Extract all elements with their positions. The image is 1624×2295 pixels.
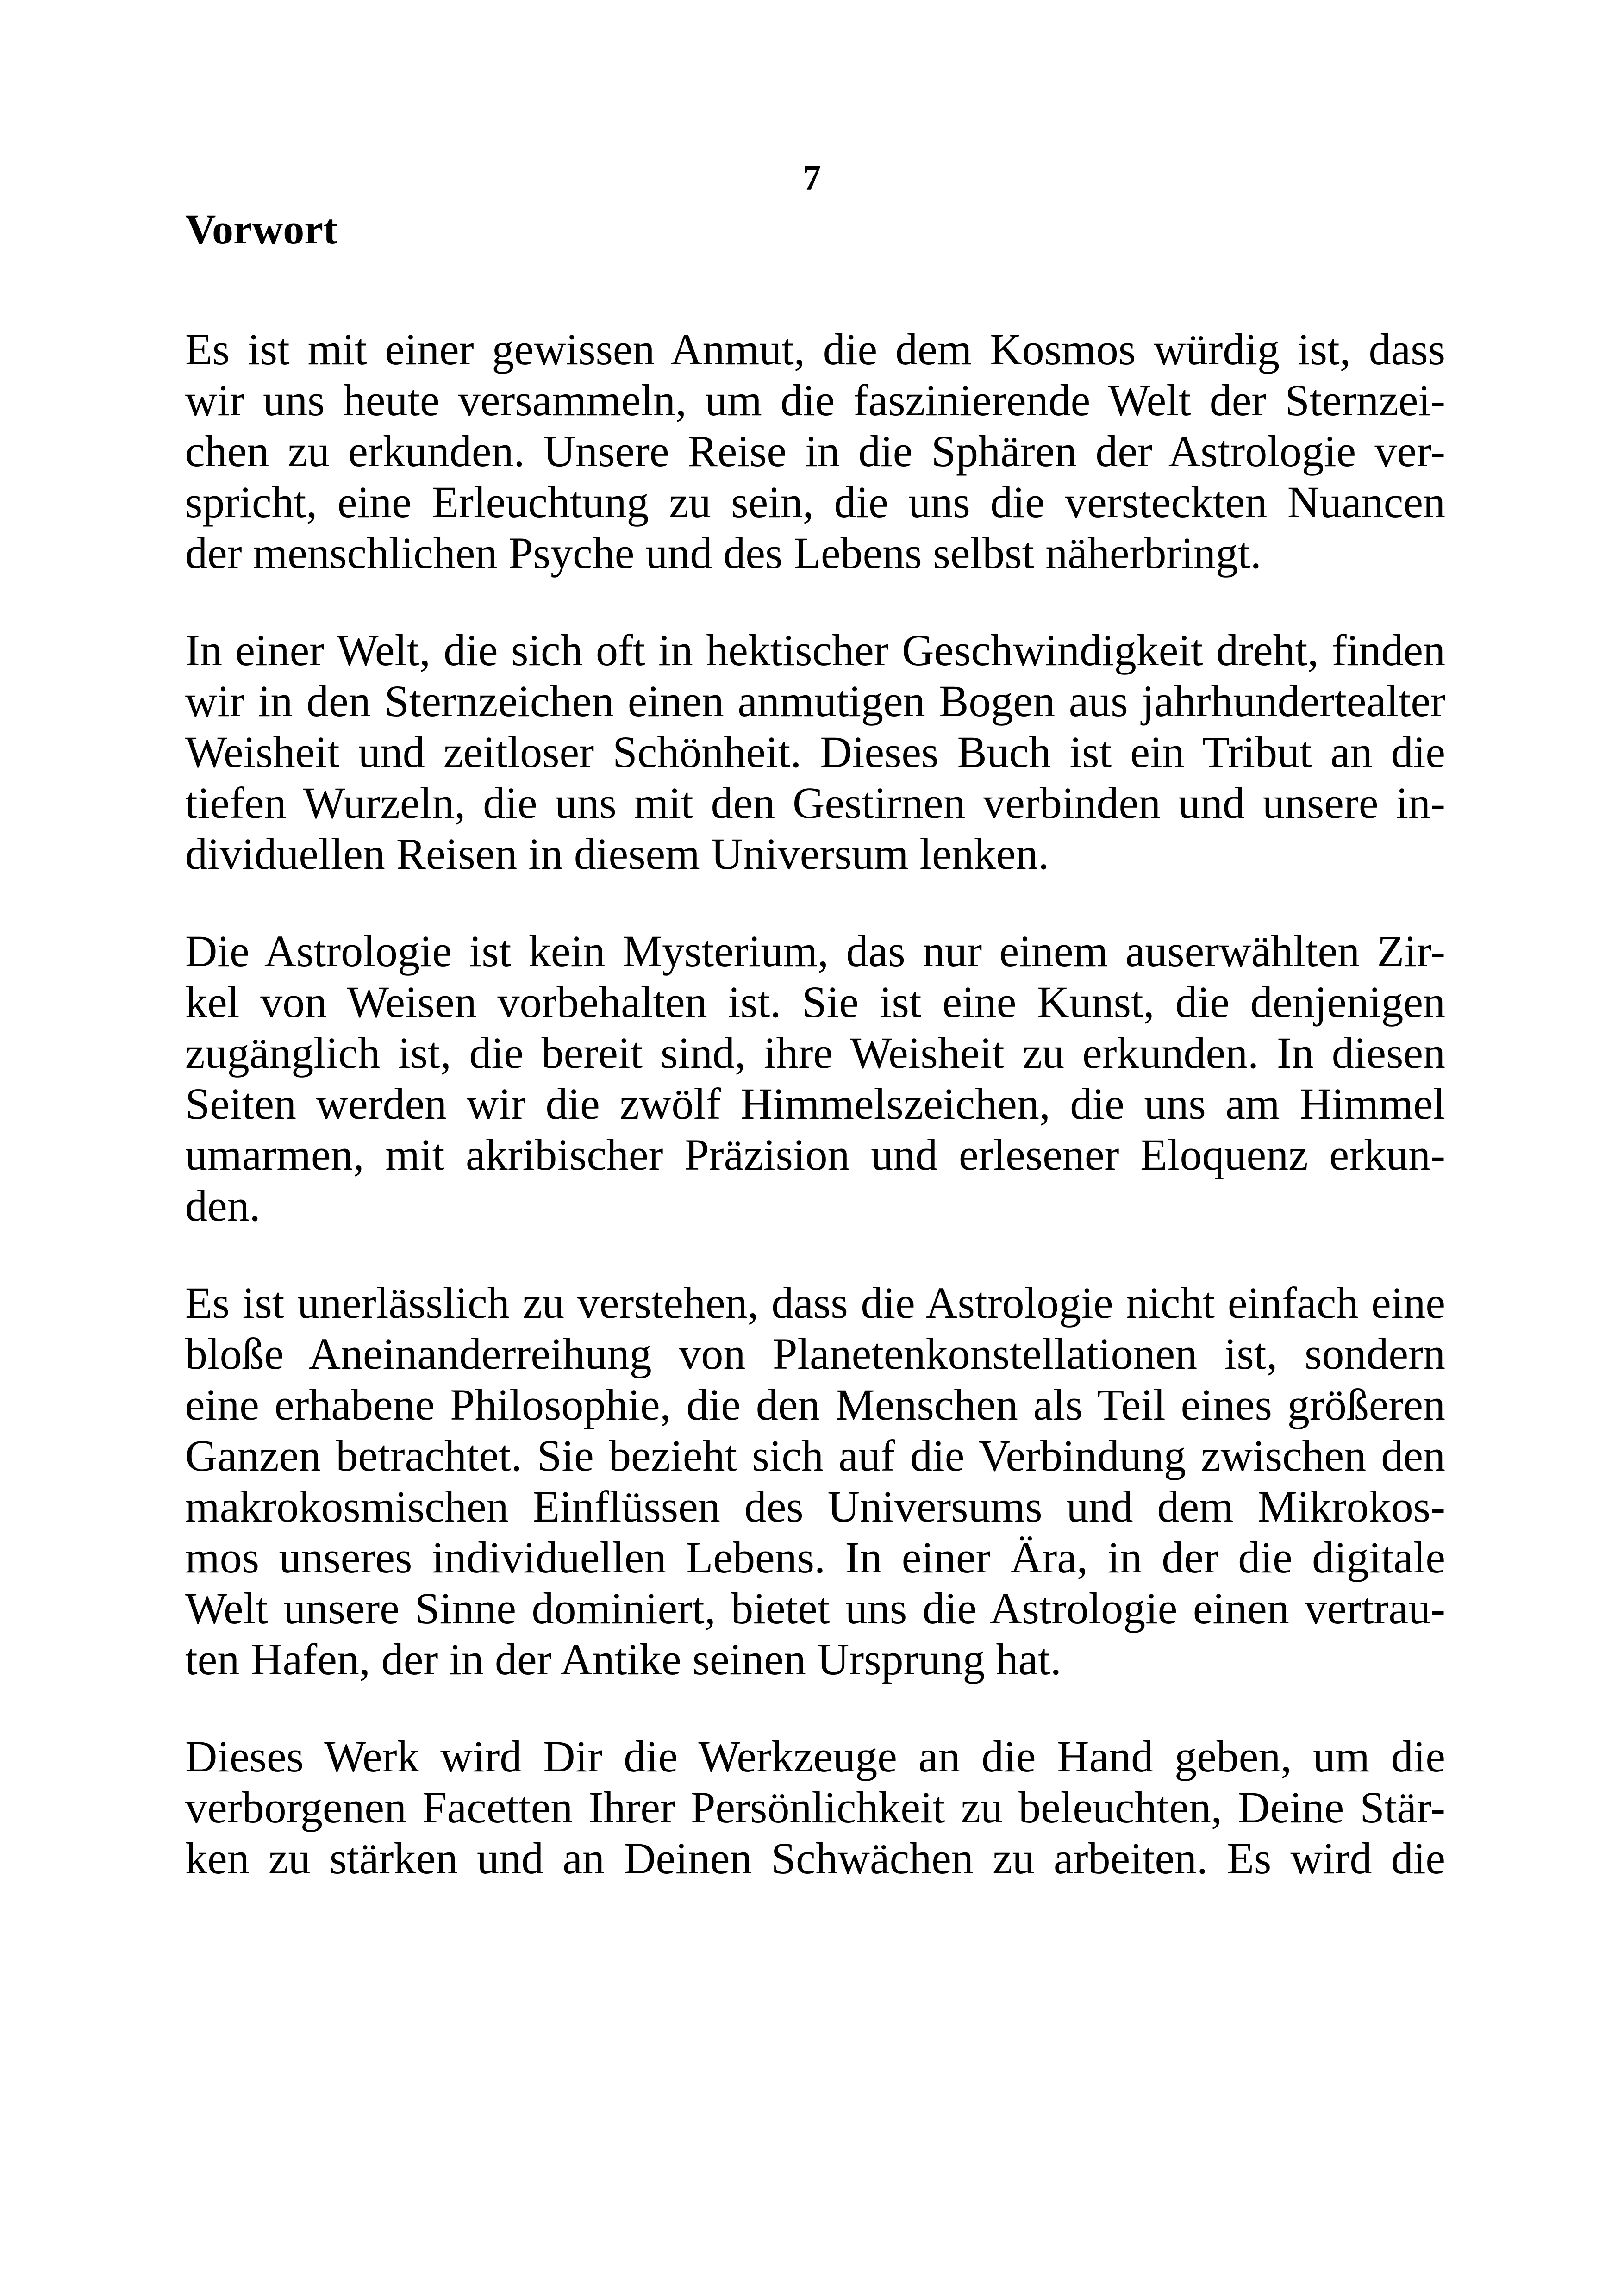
text-line: umarmen, mit akribischer Präzision und erlesener Eloquenz erkun- <box>185 1130 1445 1179</box>
text-line: dividuellen Reisen in diesem Universum lenken. <box>185 829 1049 879</box>
text-line: Ganzen betrachtet. Sie bezieht sich auf die Verbindung zwischen den <box>185 1431 1445 1480</box>
paragraph-3 <box>185 926 1445 1231</box>
page-number: 7 <box>803 157 821 198</box>
text-line: wir uns heute versammeln, um die faszinierende Welt der Sternzei- <box>185 375 1445 425</box>
text-line: zugänglich ist, die bereit sind, ihre Weisheit zu erkunden. In diesen <box>185 1028 1445 1078</box>
text-line: eine erhabene Philosophie, die den Menschen als Teil eines größeren <box>185 1380 1445 1429</box>
text-line: tiefen Wurzeln, die uns mit den Gestirnen verbinden und unsere in- <box>185 778 1445 828</box>
text-line: mos unseres individuellen Lebens. In einer Ära, in der die digitale <box>185 1533 1445 1582</box>
paragraph-1 <box>185 324 1445 579</box>
text-line: ten Hafen, der in der Antike seinen Ursprung hat. <box>185 1634 1062 1684</box>
text-line: Seiten werden wir die zwölf Himmelszeichen, die uns am Himmel <box>185 1079 1445 1129</box>
text-line: der menschlichen Psyche und des Lebens selbst näherbringt. <box>185 528 1262 578</box>
text-line: Es ist unerlässlich zu verstehen, dass die Astrologie nicht einfach eine <box>185 1278 1445 1328</box>
text-line: spricht, eine Erleuchtung zu sein, die uns die versteckten Nuancen <box>185 477 1445 527</box>
text-line: Dieses Werk wird Dir die Werkzeuge an die Hand geben, um die <box>185 1732 1445 1781</box>
text-line: den. <box>185 1181 261 1230</box>
paragraph-5 <box>185 1731 1445 1884</box>
text-line: Die Astrologie ist kein Mysterium, das nur einem auserwählten Zir- <box>185 926 1445 976</box>
text-line: Weisheit und zeitloser Schönheit. Dieses Buch ist ein Tribut an die <box>185 727 1445 777</box>
chapter-title: Vorwort <box>185 206 337 253</box>
paragraph-2 <box>185 625 1445 879</box>
text-line: bloße Aneinanderreihung von Planetenkonstellationen ist, sondern <box>185 1329 1445 1378</box>
text-line: In einer Welt, die sich oft in hektischer Geschwindigkeit dreht, finden <box>185 625 1445 675</box>
body-text <box>185 324 1445 1930</box>
text-line: verborgenen Facetten Ihrer Persönlichkeit zu beleuchten, Deine Stär- <box>185 1783 1445 1832</box>
text-line: ken zu stärken und an Deinen Schwächen zu arbeiten. Es wird die <box>185 1834 1445 1883</box>
text-line: Es ist mit einer gewissen Anmut, die dem Kosmos würdig ist, dass <box>185 324 1445 374</box>
text-line: kel von Weisen vorbehalten ist. Sie ist eine Kunst, die denjenigen <box>185 977 1445 1027</box>
text-line: Welt unsere Sinne dominiert, bietet uns die Astrologie einen vertrau- <box>185 1584 1445 1633</box>
paragraph-4 <box>185 1278 1445 1685</box>
text-line: chen zu erkunden. Unsere Reise in die Sphären der Astrologie ver- <box>185 426 1445 476</box>
text-line: wir in den Sternzeichen einen anmutigen Bogen aus jahrhundertealter <box>185 676 1445 726</box>
text-line: makrokosmischen Einflüssen des Universums und dem Mikrokos- <box>185 1482 1445 1531</box>
